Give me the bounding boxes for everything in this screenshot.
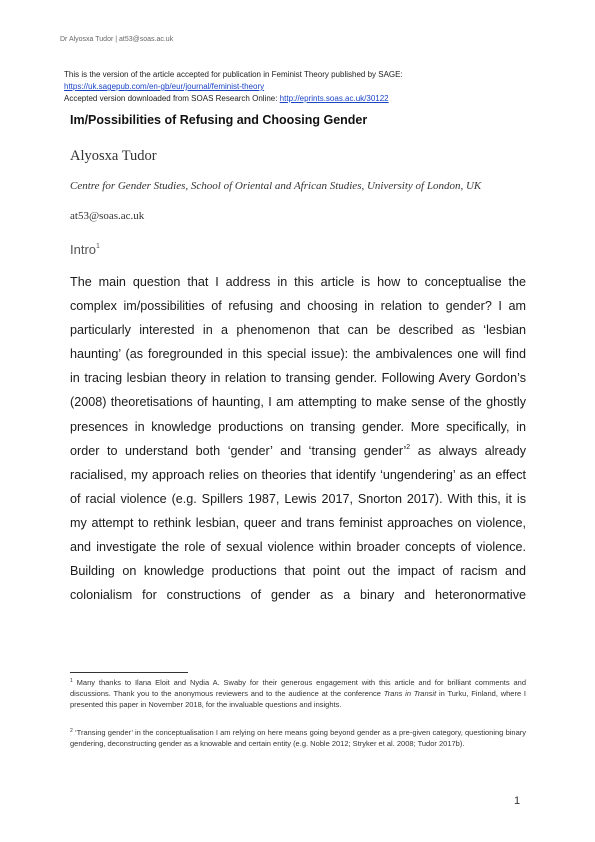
footnote-1 bbox=[70, 676, 526, 710]
body-line: presences in knowledge productions on transing gender. More specifically, in bbox=[70, 419, 526, 434]
author-name: Alyosxa Tudor bbox=[70, 148, 157, 164]
body-line: (2008) theoretisations of haunting, I am attempting to make sense of the ghostly bbox=[70, 395, 526, 410]
author-affiliation: Centre for Gender Studies, School of Oriental and African Studies, University of London, UK bbox=[70, 180, 482, 192]
footnote-1-text-b: in Turku, Finland, where I presented this paper in November 2018, for the invaluable questions and insights. bbox=[70, 689, 526, 709]
body-line: of racial violence (e.g. Spillers 1987, Lewis 2017, Snorton 2017). With this, it is bbox=[70, 491, 526, 506]
footnote-mark-1: 1 bbox=[70, 678, 73, 684]
body-line-text: as always already bbox=[410, 443, 526, 458]
body-line: haunting’ (as foregrounded in this special issue): the ambivalences one will find bbox=[70, 347, 526, 362]
notice-line-3-prefix: Accepted version downloaded from SOAS Research Online: bbox=[64, 94, 280, 103]
notice-line-3 bbox=[64, 93, 403, 105]
section-heading-text: Intro bbox=[70, 242, 97, 257]
body-line: The main question that I address in this article is how to conceptualise the bbox=[70, 275, 526, 289]
footnote-ref-1[interactable]: 1 bbox=[96, 243, 100, 250]
body-line: particularly interested in a phenomenon that can be described as ‘lesbian bbox=[70, 323, 526, 338]
footnote-2-text: ‘Transing gender’ in the conceptualisation I am relying on here means going beyond gender as a pre-given category, questioning binary gendering, deconstructing gender as a knowable and certain entity (e.g. Noble 2012; Stryker et al. 2008; Tudor 2017b). bbox=[70, 728, 526, 748]
body-line: complex im/possibilities of refusing and choosing in relation to gender? I am bbox=[70, 299, 526, 314]
body-line: Building on knowledge productions that point out the impact of racism and bbox=[70, 564, 526, 579]
article-title: Im/Possibilities of Refusing and Choosing Gender bbox=[70, 113, 368, 127]
footnote-1-italic: Trans in Transit bbox=[383, 689, 437, 698]
notice-line-1: This is the version of the article accepted for publication in Feminist Theory published by SAGE: bbox=[64, 70, 403, 79]
body-line: and investigate the role of sexual violence within broader concepts of violence. bbox=[70, 540, 526, 555]
page-number: 1 bbox=[514, 795, 521, 807]
section-heading bbox=[70, 242, 100, 257]
footnote-divider bbox=[70, 672, 188, 673]
body-line: colonialism for constructions of gender as a binary and heteronormative bbox=[70, 588, 526, 603]
body-line: racialised, my approach relies on theories that identify ‘ungendering’ as an effect bbox=[70, 467, 526, 482]
journal-link[interactable]: https://uk.sagepub.com/en-gb/eur/journal/feminist-theory bbox=[64, 82, 265, 91]
footnote-2 bbox=[70, 726, 526, 749]
footnote-ref-2[interactable]: 2 bbox=[406, 443, 411, 451]
body-text bbox=[70, 270, 526, 607]
author-email: at53@soas.ac.uk bbox=[70, 210, 145, 222]
footnote-mark-2: 2 bbox=[70, 728, 73, 734]
body-line: in tracing lesbian theory in relation to transing gender. Following Avery Gordon’s bbox=[70, 371, 526, 386]
body-line: my attempt to rethink lesbian, queer and trans feminist approaches on violence, bbox=[70, 515, 526, 530]
running-head: Dr Alyosxa Tudor | at53@soas.ac.uk bbox=[60, 36, 174, 43]
body-line-text: order to understand both ‘gender’ and ‘transing gender’ bbox=[70, 443, 407, 458]
publication-notice bbox=[64, 69, 403, 105]
repository-link[interactable]: http://eprints.soas.ac.uk/30122 bbox=[279, 94, 389, 103]
body-line bbox=[70, 439, 526, 463]
footnote-1-text-a: Many thanks to Ilana Eloit and Nydia A. Swaby for their generous engagement with this article and for brilliant comments and discussions. Thank you to the anonymous reviewers and to the audience at the conference bbox=[70, 678, 526, 698]
